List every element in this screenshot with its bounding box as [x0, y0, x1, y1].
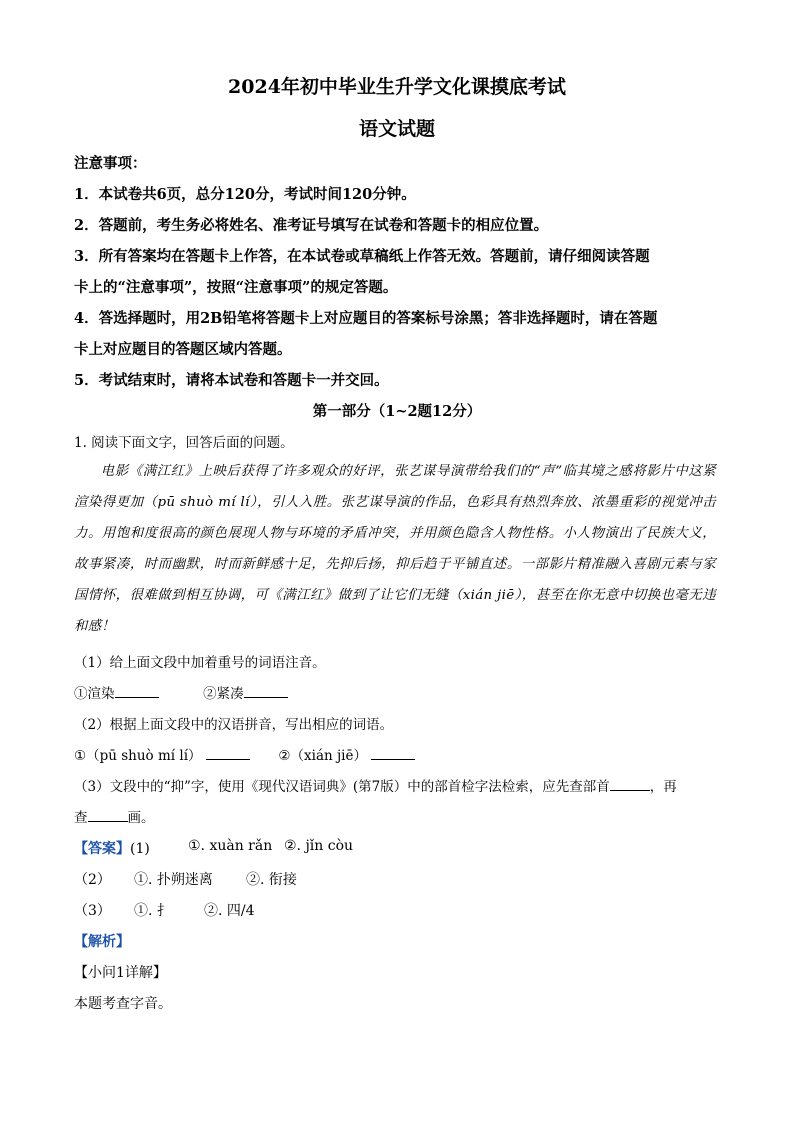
sub-question-2: （2）根据上面文段中的汉语拼音，写出相应的词语。 — [74, 717, 394, 733]
sub2-item-2: ②（xián jiē） — [278, 748, 367, 764]
answer-tag: 【答案】 — [74, 841, 130, 857]
answer-blank[interactable] — [371, 745, 415, 760]
sub-question-1-items — [74, 682, 288, 702]
answer-label-2: （2） — [74, 872, 111, 888]
answer-label-3: （3） — [74, 903, 111, 919]
answer-2b: ②. 衔接 — [246, 872, 297, 888]
sub-question-3 — [74, 775, 677, 795]
sub3-text-end: ，再 — [649, 779, 677, 795]
sub-question-3-cont — [74, 806, 155, 826]
question-1-prompt: 1. 阅读下面文字，回答后面的问题。 — [74, 435, 294, 451]
sub3-text-start: 查 — [74, 810, 88, 826]
notice-item-3-cont: 卡上的“注意事项”，按照“注意事项”的规定答题。 — [74, 279, 398, 296]
reading-passage: 电影《满江红》上映后获得了许多观众的好评，张艺谋导演带给我们的“声”临其境之感将影片中这紧渲染得更加（pū shuò mí lí），引人入胜。张艺谋导演的作品，色彩具有热烈奔放、浓墨重彩的视觉冲击力。用饱和度很高的颜色展现人物与环境的矛盾冲突，并用颜色隐含人物性格。小人物演出了民族大义，故事紧凑，时而幽默，时而新鲜感十足，先抑后扬，抑后趋于平铺直述。一部影片精准融入喜剧元素与家国情怀，很难做到相互协调，可《满江红》做到了让它们无缝（xián jiē），甚至在你无意中切换也毫无违和感！ — [74, 464, 716, 634]
sub1-item-1: ①渲染 — [74, 686, 115, 702]
sub2-item-1: ①（pū shuò mí lí） — [74, 748, 202, 764]
analysis-sub-heading: 【小问1详解】 — [74, 965, 167, 981]
sub1-item-2: ②紧凑 — [203, 686, 244, 702]
sub-question-2-items — [74, 744, 415, 764]
answer-blank[interactable] — [88, 807, 128, 822]
notice-item-2: 2．答题前，考生务必将姓名、准考证号填写在试卷和答题卡的相应位置。 — [74, 217, 549, 234]
notice-item-1: 1．本试卷共6页，总分120分，考试时间120分钟。 — [74, 186, 416, 203]
sub-question-1: （1）给上面文段中加着重号的词语注音。 — [74, 655, 326, 671]
analysis-tag: 【解析】 — [74, 934, 130, 950]
answer-row-1 — [74, 838, 150, 858]
notice-item-4: 4．答选择题时，用2B铅笔将答题卡上对应题目的答案标号涂黑；答非选择题时，请在答题 — [74, 310, 658, 327]
sub3-text: （3）文段中的“抑”字，使用《现代汉语词典》(第7版）中的部首检字法检索，应先查部首 — [74, 779, 610, 795]
answer-1a: ①. xuàn rǎn — [188, 838, 273, 854]
exam-subtitle: 语文试题 — [358, 118, 435, 140]
answer-blank[interactable] — [610, 776, 650, 791]
answer-3a: ①. 扌 — [134, 903, 171, 919]
answer-blank[interactable] — [244, 683, 288, 698]
analysis-text: 本题考查字音。 — [74, 996, 172, 1012]
answer-label: (1) — [130, 841, 150, 857]
notice-heading: 注意事项： — [74, 155, 147, 172]
answer-3b: ②. 四/4 — [204, 903, 255, 919]
sub3-text-end2: 画。 — [127, 810, 155, 826]
notice-item-3: 3．所有答案均在答题卡上作答，在本试卷或草稿纸上作答无效。答题前，请仔细阅读答题 — [74, 248, 650, 265]
answer-1b: ②. jǐn còu — [284, 838, 354, 854]
answer-2a: ①. 扑朔迷离 — [134, 872, 213, 888]
notice-item-5: 5．考试结束时，请将本试卷和答题卡一并交回。 — [74, 372, 389, 389]
answer-blank[interactable] — [206, 745, 250, 760]
notice-item-4-cont: 卡上对应题目的答题区域内答题。 — [74, 341, 292, 358]
part-heading: 第一部分（1~2题12分） — [312, 403, 482, 420]
answer-blank[interactable] — [115, 683, 159, 698]
exam-title: 2024年初中毕业生升学文化课摸底考试 — [228, 76, 566, 98]
